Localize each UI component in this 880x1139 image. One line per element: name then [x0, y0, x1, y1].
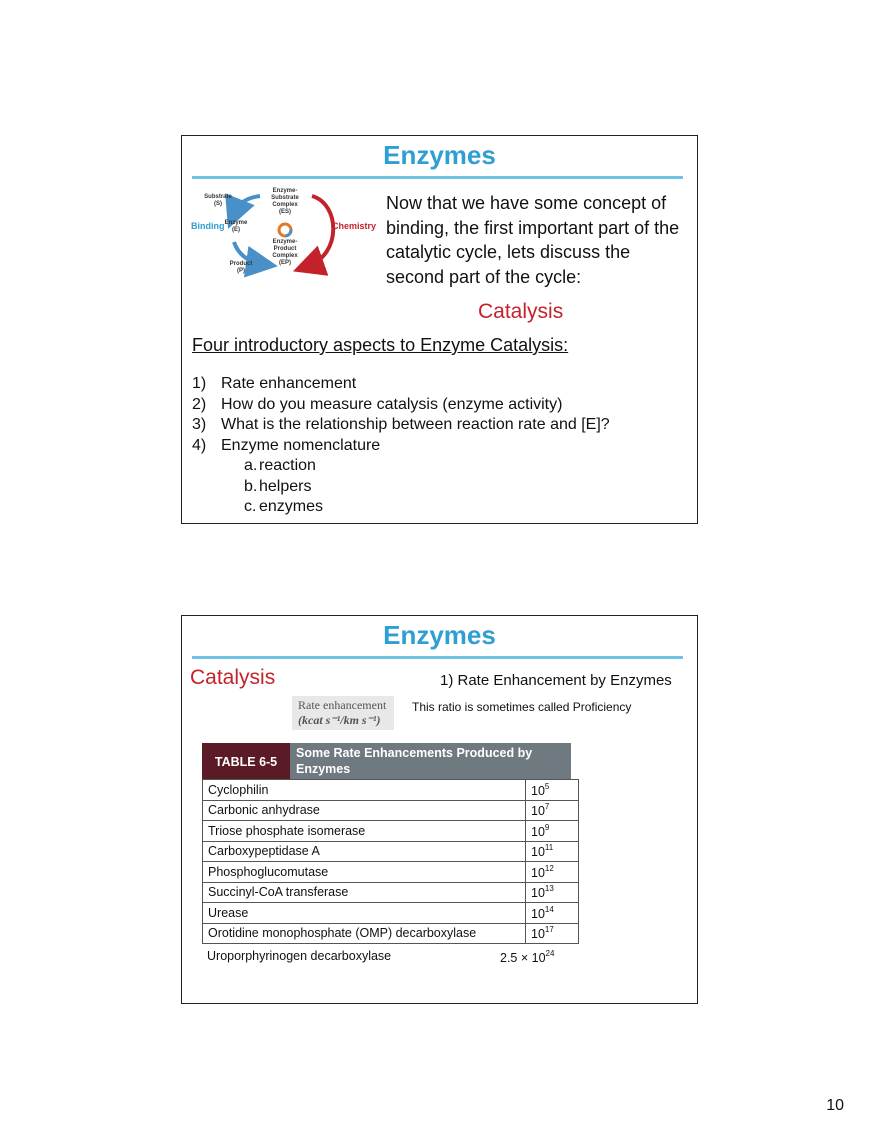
- title-divider: [192, 176, 683, 179]
- title-divider: [192, 656, 683, 659]
- sub-list-item: a. reaction: [244, 457, 316, 474]
- rate-label: Rate enhancement: [298, 698, 387, 712]
- aspects-heading: Four introductory aspects to Enzyme Catalysis:: [192, 335, 569, 355]
- table-tag: TABLE 6-5: [202, 743, 290, 780]
- catalysis-heading: Catalysis: [478, 300, 564, 323]
- list-item: 4) Enzyme nomenclature: [192, 436, 381, 454]
- table-row: Carboxypeptidase A $10^{11}$: [203, 841, 579, 862]
- slide-title: Enzymes: [383, 620, 496, 650]
- list-item: 1) Rate enhancement: [192, 375, 357, 392]
- slide-title: Enzymes: [383, 140, 496, 170]
- intro-paragraph: Now that we have some concept of binding, the first important part of the catalytic cycle, lets discuss the second part of the cycle:: [386, 193, 680, 287]
- substrate-label: Substrate (S): [204, 194, 232, 207]
- binding-label: Binding: [191, 221, 225, 231]
- list-item: 2) How do you measure catalysis (enzyme activity): [192, 395, 563, 413]
- proficiency-note: This ratio is sometimes called Proficiency: [412, 700, 632, 714]
- list-item: 3) What is the relationship between reaction rate and [E]?: [192, 416, 610, 433]
- aspects-list: [192, 374, 610, 518]
- table-row: Triose phosphate isomerase $10^9$: [203, 821, 579, 842]
- product-label: Product (P): [229, 261, 253, 274]
- rate-enhancement-table: [202, 779, 579, 944]
- enzyme-label: Enzyme (E): [224, 220, 248, 233]
- slide-rate-enhancement: [181, 615, 698, 1004]
- table-row: Cyclophilin $10^5$: [203, 780, 579, 801]
- sub-list-item: c. enzymes: [244, 498, 324, 515]
- table-row: Succinyl-CoA transferase $10^{13}$: [203, 882, 579, 903]
- extra-row-value: $2.5 \times 10^{24}$: [500, 949, 555, 965]
- extra-row-name: Uroporphyrinogen decarboxylase: [207, 949, 392, 963]
- ep-complex-label: Enzyme-Product Complex (EP): [272, 239, 298, 266]
- table-row: Urease $10^{14}$: [203, 903, 579, 924]
- table-row: Carbonic anhydrase $10^7$: [203, 800, 579, 821]
- catalysis-heading: Catalysis: [190, 666, 276, 689]
- table-row: Orotidine monophosphate (OMP) decarboxylase $10^{17}$: [203, 923, 579, 944]
- slide-enzymes-catalysis: [181, 135, 698, 524]
- chemistry-arrow: [308, 196, 333, 266]
- section-heading: 1) Rate Enhancement by Enzymes: [440, 672, 672, 689]
- es-complex-label: Enzyme-Substrate Complex (ES): [271, 188, 299, 215]
- rate-formula: (kcat s⁻¹/km s⁻¹): [298, 713, 381, 727]
- table-title: Some Rate Enhancements Produced by Enzymes: [290, 743, 571, 780]
- page-number: 10: [826, 1097, 844, 1114]
- table-row: Phosphoglucomutase $10^{12}$: [203, 862, 579, 883]
- chemistry-label: Chemistry: [332, 221, 377, 231]
- sub-list-item: b. helpers: [244, 477, 312, 495]
- binding-arrow-top: [234, 196, 260, 214]
- rate-formula-box: [292, 696, 394, 730]
